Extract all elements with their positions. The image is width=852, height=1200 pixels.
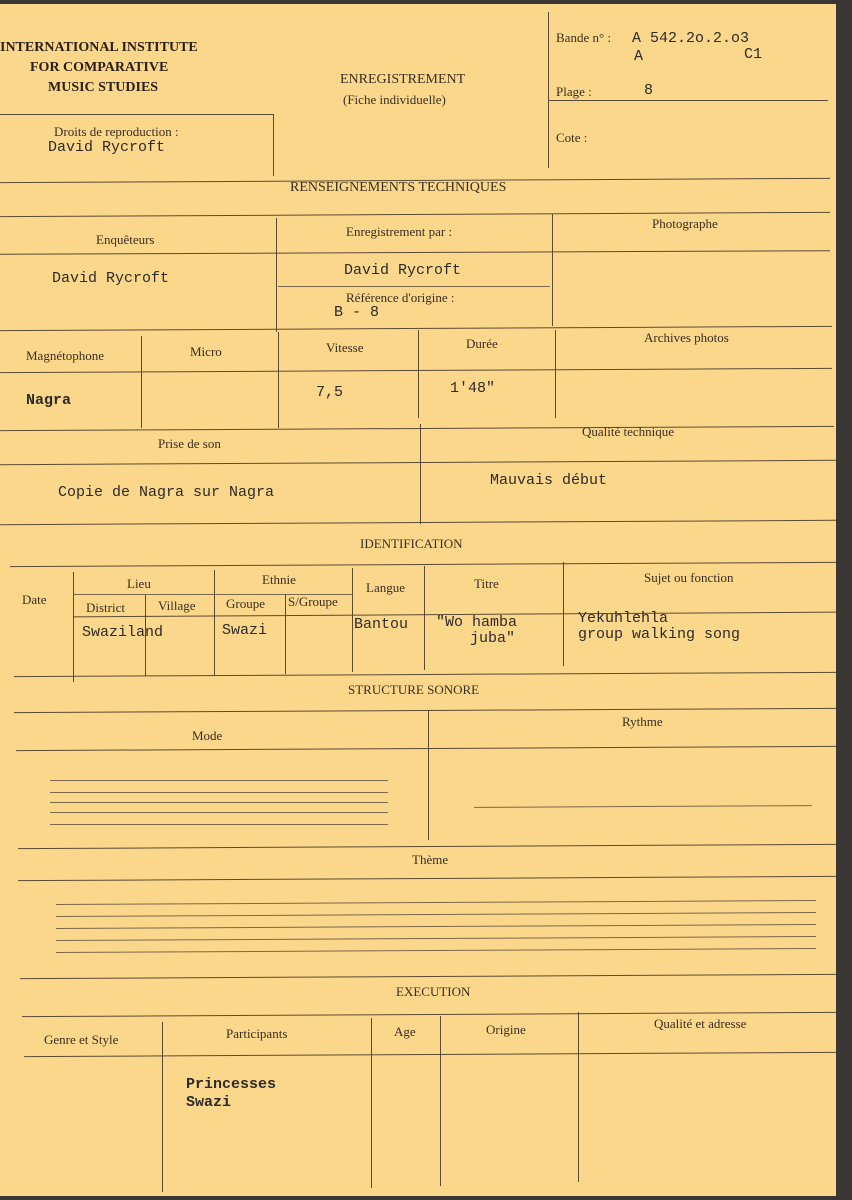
groupe-value: Swazi xyxy=(222,622,268,639)
duree-value: 1'48" xyxy=(450,380,496,397)
village-label: Village xyxy=(158,598,196,613)
reference-label: Référence d'origine : xyxy=(346,290,455,305)
origine-label: Origine xyxy=(486,1022,526,1037)
record-card xyxy=(0,4,836,1196)
institute-name-1: INTERNATIONAL INSTITUTE xyxy=(0,40,198,55)
record-type-title: ENREGISTREMENT xyxy=(340,72,466,87)
enqueteurs-value: David Rycroft xyxy=(52,270,170,287)
langue-label: Langue xyxy=(366,580,405,595)
droits-value: David Rycroft xyxy=(48,139,166,156)
bande-label: Bande n° : xyxy=(556,30,612,45)
district-value: Swaziland xyxy=(82,624,164,641)
sujet-line-1: Yekuhlehla xyxy=(578,610,669,627)
bande-value: A 542.2o.2.o3 xyxy=(632,30,750,47)
mode-label: Mode xyxy=(192,728,223,743)
plage-value: 8 xyxy=(644,82,654,99)
qualite-technique-label: Qualité technique xyxy=(582,424,675,439)
participants-line-1: Princesses xyxy=(186,1076,277,1093)
sujet-line-2: group walking song xyxy=(578,626,741,643)
titre-line-2: juba" xyxy=(470,630,516,647)
lieu-label: Lieu xyxy=(127,576,151,591)
magnetophone-value: Nagra xyxy=(26,392,72,409)
duree-label: Durée xyxy=(466,336,498,351)
rythme-label: Rythme xyxy=(622,714,663,729)
prise-value: Copie de Nagra sur Nagra xyxy=(58,484,275,501)
vitesse-value: 7,5 xyxy=(316,384,344,401)
langue-value: Bantou xyxy=(354,616,409,633)
droits-label: Droits de reproduction : xyxy=(54,124,179,139)
section-technical: RENSEIGNEMENTS TECHNIQUES xyxy=(290,180,507,195)
cote-label: Cote : xyxy=(556,130,588,145)
enqueteurs-label: Enquêteurs xyxy=(96,232,155,247)
titre-line-1: "Wo hamba xyxy=(436,614,518,631)
archives-label: Archives photos xyxy=(644,330,729,345)
district-label: District xyxy=(86,600,125,615)
theme-label: Thème xyxy=(412,852,449,867)
bande-code: C1 xyxy=(744,46,763,63)
section-structure: STRUCTURE SONORE xyxy=(348,682,480,697)
reference-value: B - 8 xyxy=(334,304,380,321)
participants-label: Participants xyxy=(226,1026,288,1041)
participants-line-2: Swazi xyxy=(186,1094,232,1111)
bande-side: A xyxy=(634,48,644,65)
qualite-technique-value: Mauvais début xyxy=(490,472,608,489)
sujet-label: Sujet ou fonction xyxy=(644,570,734,585)
titre-label: Titre xyxy=(474,576,499,591)
photographe-label: Photographe xyxy=(652,216,718,231)
section-execution: EXECUTION xyxy=(396,984,471,999)
prise-label: Prise de son xyxy=(158,436,221,451)
ethnie-label: Ethnie xyxy=(262,572,296,587)
vitesse-label: Vitesse xyxy=(326,340,364,355)
genre-label: Genre et Style xyxy=(44,1032,119,1047)
micro-label: Micro xyxy=(190,344,222,359)
institute-name-2: FOR COMPARATIVE xyxy=(30,60,169,75)
plage-label: Plage : xyxy=(556,84,592,99)
qualite-adresse-label: Qualité et adresse xyxy=(654,1016,747,1031)
age-label: Age xyxy=(394,1024,416,1039)
institute-name-3: MUSIC STUDIES xyxy=(48,80,159,95)
enregistrement-label: Enregistrement par : xyxy=(346,224,453,239)
date-label: Date xyxy=(22,592,47,607)
magnetophone-label: Magnétophone xyxy=(26,348,104,363)
sgroupe-label: S/Groupe xyxy=(288,594,338,609)
record-type-subtitle: (Fiche individuelle) xyxy=(343,92,446,107)
section-identification: IDENTIFICATION xyxy=(360,536,463,551)
enregistrement-value: David Rycroft xyxy=(344,262,462,279)
groupe-label: Groupe xyxy=(226,596,265,611)
